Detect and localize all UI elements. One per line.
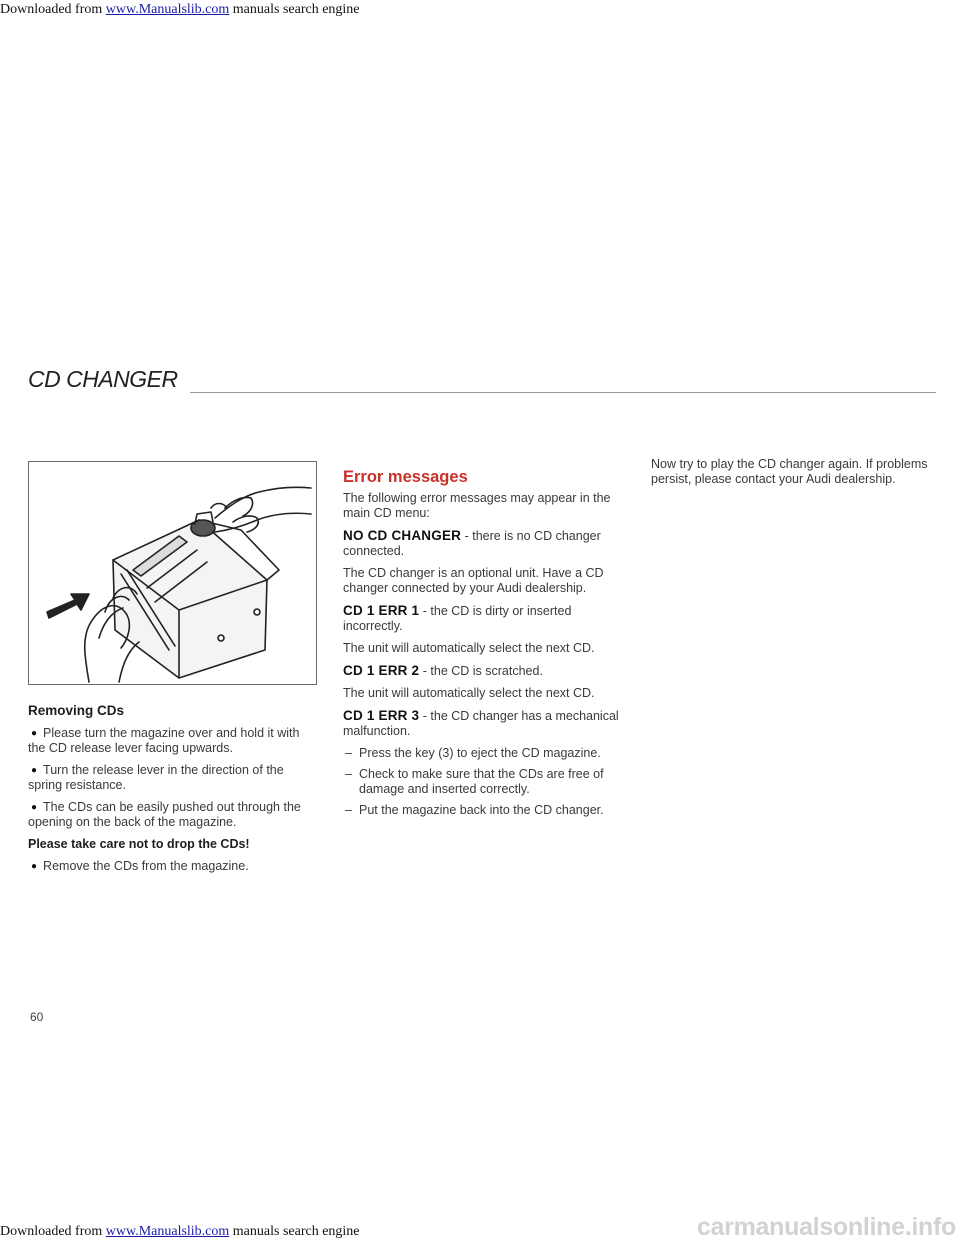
- page-number: 60: [30, 1010, 44, 1024]
- bullet-text: Remove the CDs from the magazine.: [43, 859, 249, 873]
- manualslib-link[interactable]: www.Manualslib.com: [105, 2, 230, 17]
- error-entry-no-changer: [343, 528, 630, 559]
- manualslib-link[interactable]: www.Manualslib.com: [105, 1224, 230, 1239]
- error-messages-heading: Error messages: [343, 468, 468, 486]
- removing-cds-heading: Removing CDs: [28, 703, 125, 718]
- right-column: [651, 457, 936, 494]
- step-text: Press the key (3) to eject the CD magazine.: [359, 746, 601, 760]
- error-note: The unit will automatically select the next CD.: [343, 641, 595, 655]
- retry-text: Now try to play the CD changer again. If problems persist, please contact your Audi dealership.: [651, 457, 928, 486]
- bullet-item: [28, 726, 319, 756]
- section-divider: [190, 392, 936, 393]
- error-text: - the CD changer has a mechanical malfunction.: [343, 709, 619, 738]
- cd-magazine-illustration-icon: [29, 462, 316, 684]
- dash-icon: –: [345, 767, 352, 781]
- bullet-icon: ●: [31, 802, 38, 813]
- banner-suffix: manuals search engine: [229, 1224, 360, 1239]
- error-entry-err3: [343, 708, 630, 739]
- download-banner-top: [0, 2, 360, 18]
- error-code: CD 1 ERR 3: [343, 708, 420, 723]
- step-item: [343, 803, 630, 818]
- cd-magazine-figure: [28, 461, 317, 685]
- bullet-icon: ●: [31, 765, 38, 776]
- error-messages-column: [343, 470, 630, 824]
- section-title: CD CHANGER: [28, 366, 178, 392]
- bullet-text: The CDs can be easily pushed out through the opening on the back of the magazine.: [28, 800, 301, 829]
- error-note: The unit will automatically select the next CD.: [343, 686, 595, 700]
- section-header: [28, 360, 936, 400]
- error-code: CD 1 ERR 2: [343, 663, 420, 678]
- bullet-item: [28, 800, 319, 830]
- error-text: - the CD is dirty or inserted incorrectly.: [343, 604, 572, 633]
- bullet-icon: ●: [31, 728, 38, 739]
- step-item: [343, 767, 630, 797]
- banner-prefix: Downloaded from: [0, 1224, 106, 1239]
- error-entry-err1: [343, 603, 630, 634]
- dash-icon: –: [345, 803, 352, 817]
- error-code: CD 1 ERR 1: [343, 603, 420, 618]
- error-note: The CD changer is an optional unit. Have a CD changer connected by your Audi dealership.: [343, 566, 604, 595]
- drop-warning: Please take care not to drop the CDs!: [28, 837, 250, 851]
- bullet-text: Turn the release lever in the direction of the spring resistance.: [28, 763, 284, 792]
- bullet-item: [28, 763, 319, 793]
- bullet-text: Please turn the magazine over and hold it with the CD release lever facing upwards.: [28, 726, 300, 755]
- step-text: Check to make sure that the CDs are free of damage and inserted correctly.: [359, 767, 604, 796]
- step-item: [343, 746, 630, 761]
- error-text: - the CD is scratched.: [419, 664, 543, 678]
- error-text: - there is no CD changer connected.: [343, 529, 601, 558]
- watermark: carmanualsonline.info: [696, 1213, 956, 1241]
- download-banner-bottom: [0, 1224, 360, 1240]
- removing-cds-column: [28, 703, 319, 881]
- bullet-item: [28, 859, 319, 874]
- dash-icon: –: [345, 746, 352, 760]
- error-intro: The following error messages may appear in the main CD menu:: [343, 491, 611, 520]
- step-text: Put the magazine back into the CD changer.: [359, 803, 604, 817]
- error-entry-err2: [343, 663, 630, 679]
- bullet-icon: ●: [31, 861, 38, 872]
- banner-prefix: Downloaded from: [0, 2, 106, 17]
- error-code: NO CD CHANGER: [343, 528, 462, 543]
- banner-suffix: manuals search engine: [229, 2, 360, 17]
